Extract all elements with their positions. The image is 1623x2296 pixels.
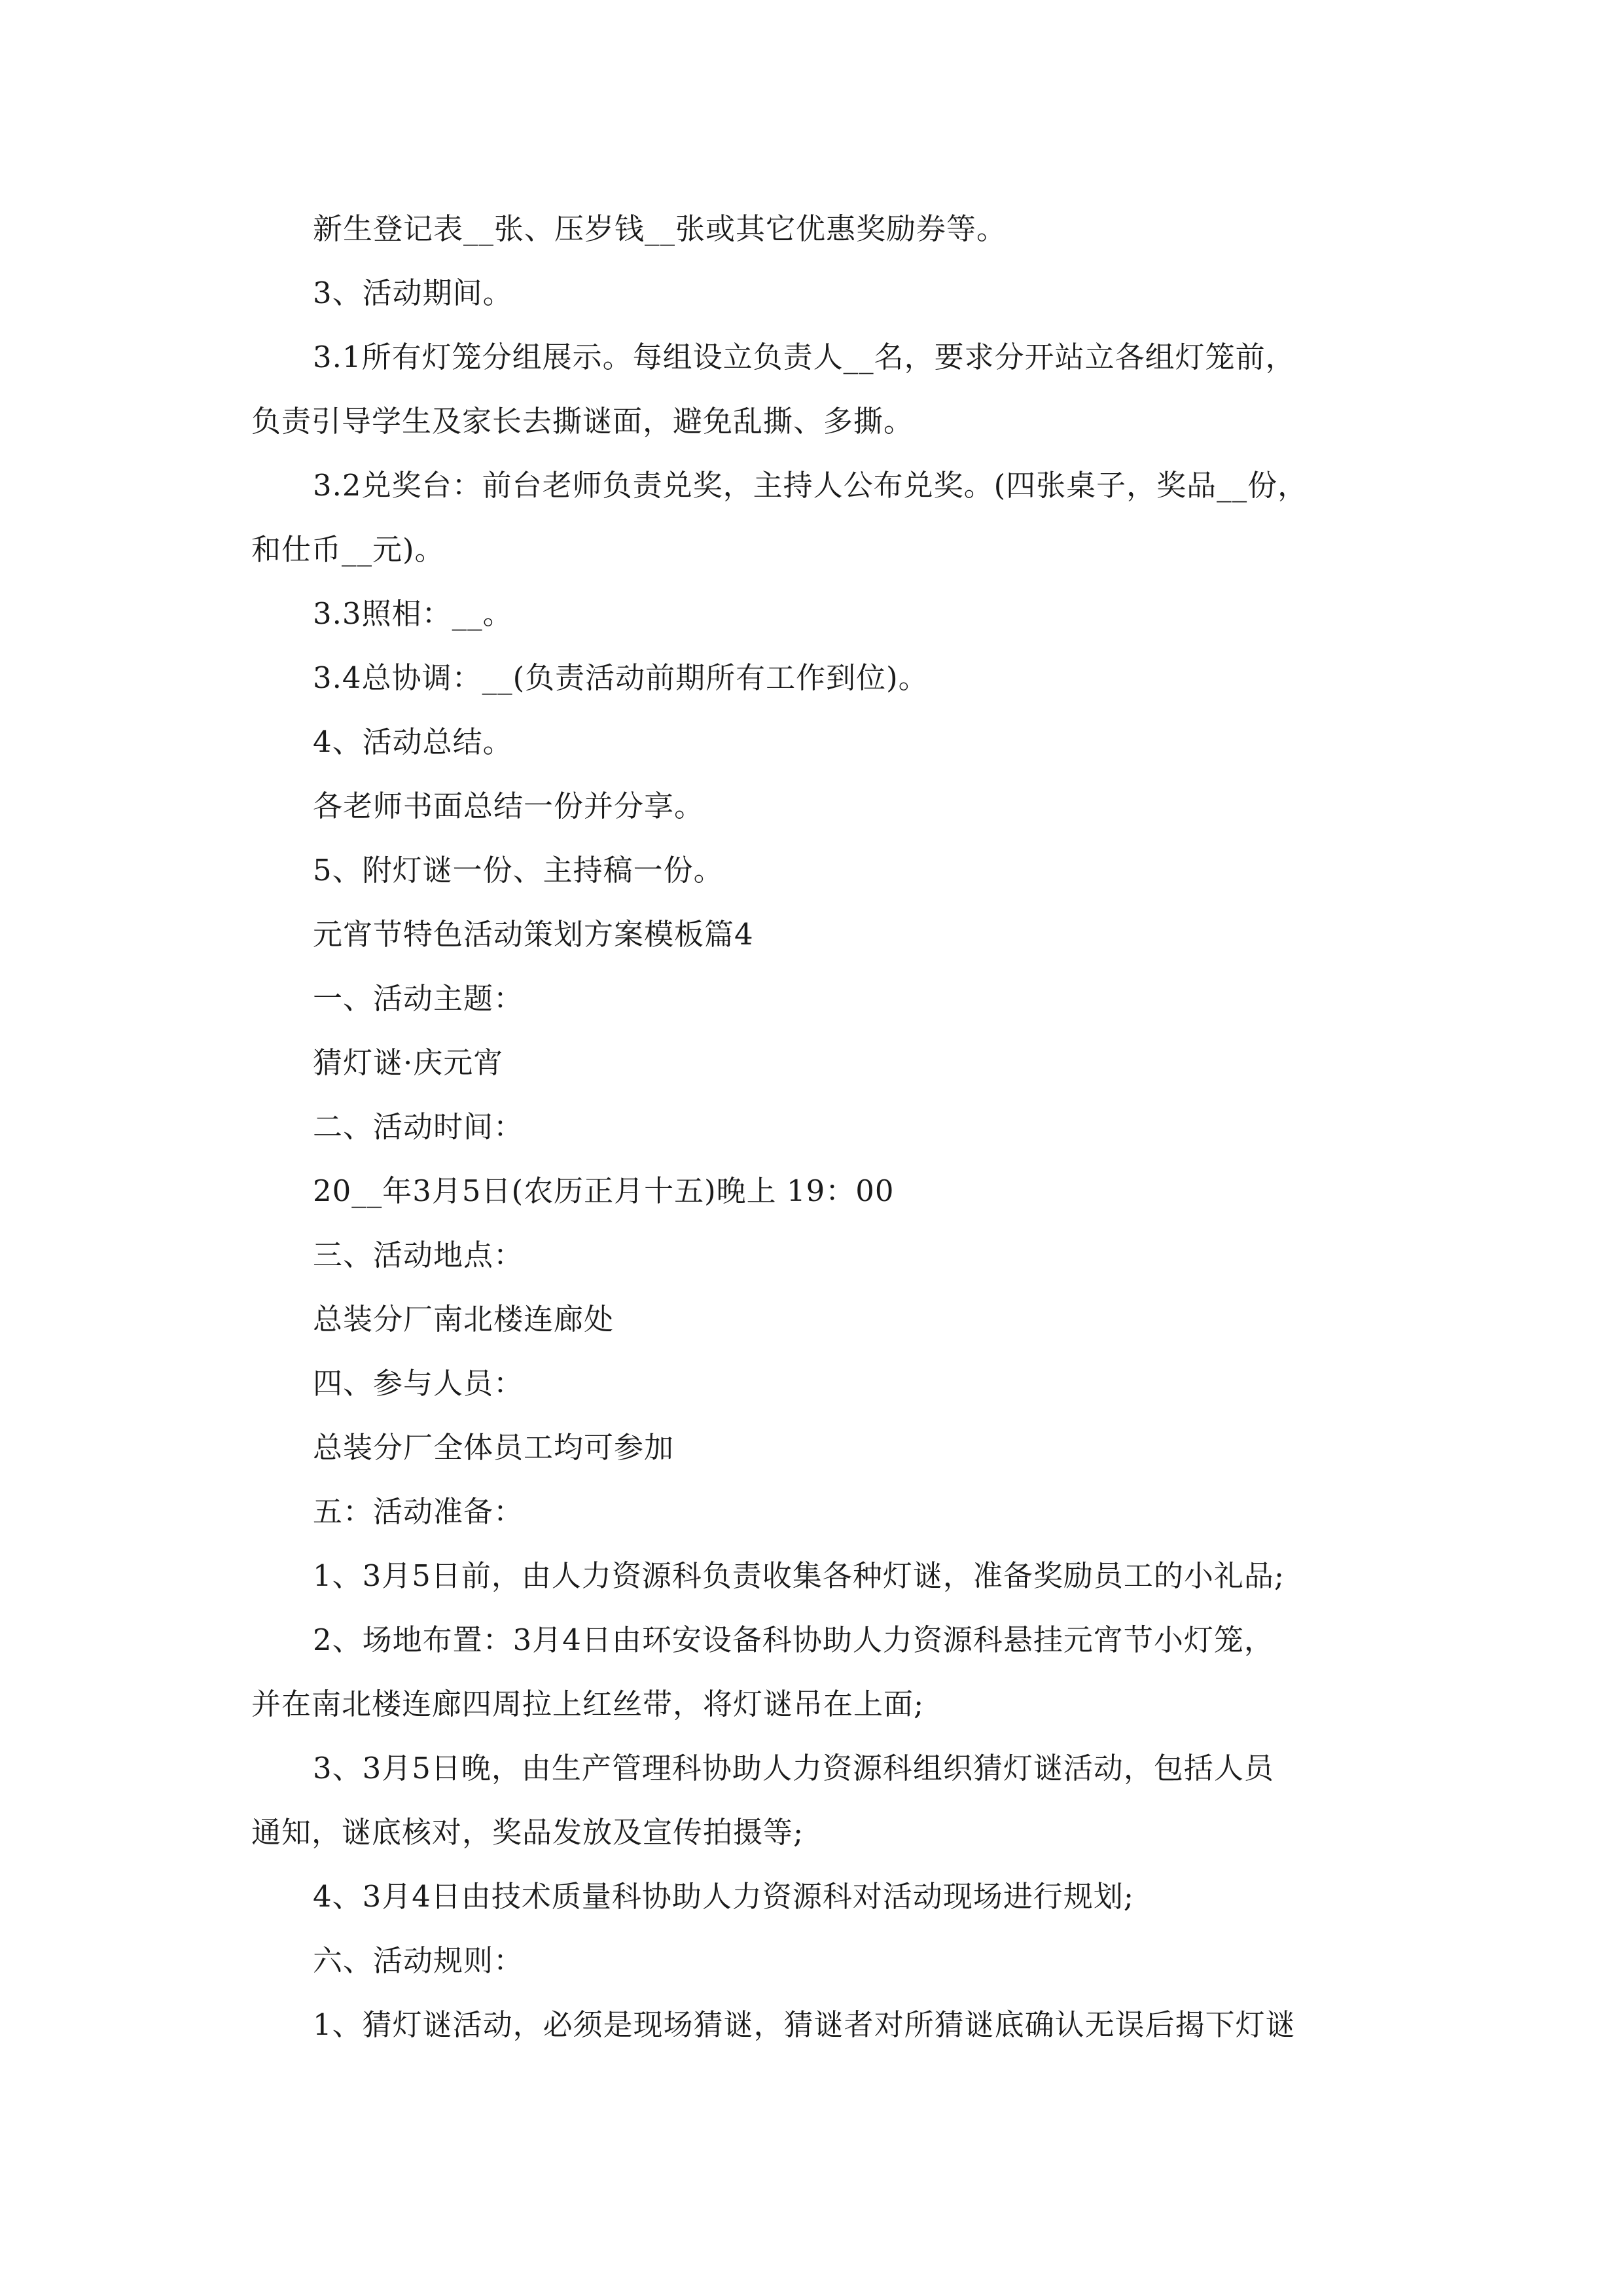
text-line: 3.4总协调：__(负责活动前期所有工作到位)。: [313, 660, 929, 695]
text-line: 通知，谜底核对，奖品发放及宣传拍摄等;: [251, 1815, 804, 1850]
text-line: 一、活动主题：: [313, 981, 524, 1016]
text-line: 4、活动总结。: [313, 725, 513, 759]
text-line: 五：活动准备：: [313, 1494, 524, 1529]
text-line: 猜灯谜·庆元宵: [313, 1045, 504, 1080]
text-line: 5、附灯谜一份、主持稿一份。: [313, 853, 724, 888]
text-line: 四、参与人员：: [313, 1366, 524, 1401]
text-line: 总装分厂南北楼连廊处: [313, 1302, 615, 1336]
text-line: 三、活动地点：: [313, 1238, 524, 1272]
text-line: 1、猜灯谜活动，必须是现场猜谜，猜谜者对所猜谜底确认无误后揭下灯谜: [313, 2007, 1296, 2042]
text-line: 3.2兑奖台：前台老师负责兑奖，主持人公布兑奖。(四张桌子，奖品__份，: [313, 468, 1308, 503]
text-line: 六、活动规则：: [313, 1943, 524, 1978]
text-line: 和仕币__元)。: [251, 532, 445, 567]
text-line: 负责引导学生及家长去撕谜面，避免乱撕、多撕。: [251, 404, 914, 439]
text-line: 总装分厂全体员工均可参加: [313, 1430, 675, 1465]
text-line: 并在南北楼连廊四周拉上红丝带，将灯谜吊在上面;: [251, 1687, 925, 1721]
text-line: 各老师书面总结一份并分享。: [313, 789, 705, 823]
text-line: 3.3照相：__。: [313, 596, 513, 631]
text-line: 1、3月5日前，由人力资源科负责收集各种灯谜，准备奖励员工的小礼品;: [313, 1558, 1285, 1593]
text-line: 20__年3月5日(农历正月十五)晚上 19：00: [313, 1174, 895, 1208]
text-line: 新生登记表__张、压岁钱__张或其它优惠奖励券等。: [313, 211, 1007, 246]
text-line: 4、3月4日由技术质量科协助人力资源科对活动现场进行规划;: [313, 1879, 1135, 1914]
text-line: 2、场地布置：3月4日由环安设备科协助人力资源科悬挂元宵节小灯笼，: [313, 1623, 1274, 1657]
text-line: 3、3月5日晚，由生产管理科协助人力资源科组织猜灯谜活动，包括人员: [313, 1751, 1274, 1785]
text-line: 3.1所有灯笼分组展示。每组设立负责人__名，要求分开站立各组灯笼前，: [313, 340, 1296, 374]
text-line: 3、活动期间。: [313, 276, 513, 310]
section-heading: 元宵节特色活动策划方案模板篇4: [313, 917, 754, 952]
text-line: 二、活动时间：: [313, 1109, 524, 1144]
